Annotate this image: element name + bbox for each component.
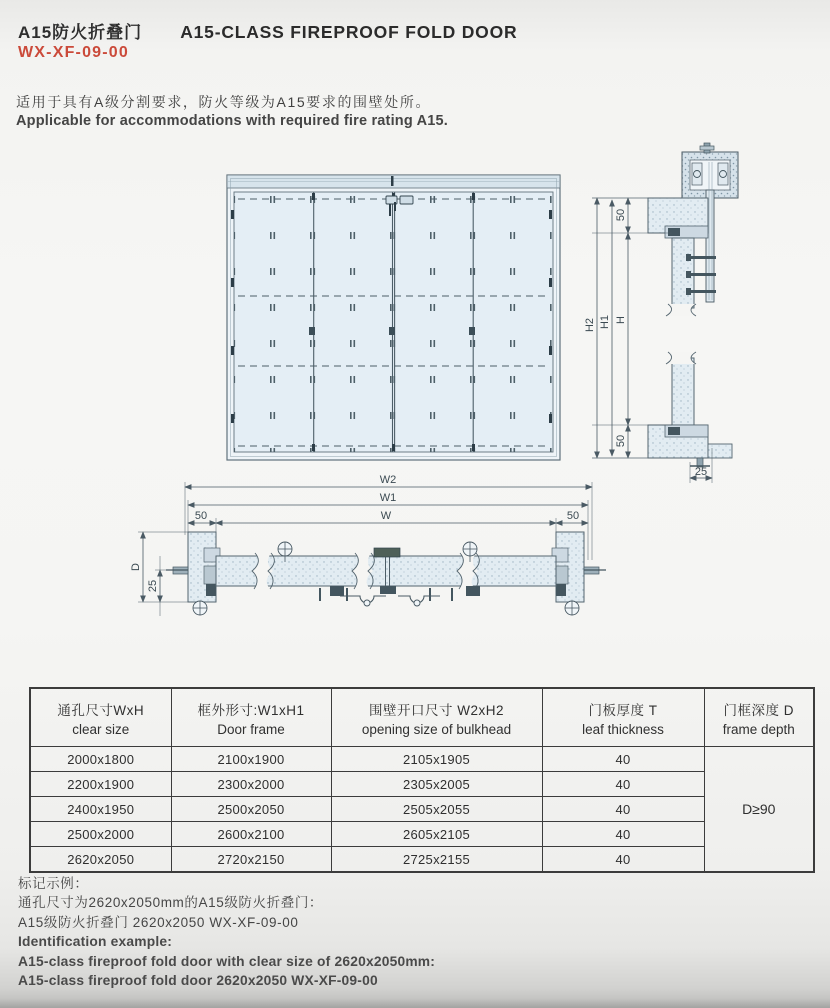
model-code: WX-XF-09-00 (18, 44, 129, 61)
example-line-en2: A15-class fireproof fold door 2620x2050 WX-XF-09-00 (18, 973, 378, 989)
example-line-cn2: A15级防火折叠门 2620x2050 WX-XF-09-00 (18, 914, 299, 930)
frame-depth-value: D≥90 (704, 747, 814, 873)
dim-label-50-right: 50 (566, 510, 580, 522)
example-title-en: Identification example: (18, 934, 173, 950)
header-door-frame: 框外形寸:W1xH1 Door frame (171, 688, 331, 747)
page-title-cn: A15防火折叠门 (18, 23, 143, 42)
header-frame-depth: 门框深度 D frame depth (704, 688, 814, 747)
dim-label-50-left: 50 (194, 510, 208, 522)
header-opening-size: 围壁开口尺寸 W2xH2 opening size of bulkhead (331, 688, 542, 747)
dim-label-h2: H2 (584, 317, 596, 333)
dim-label-d: D (130, 563, 142, 571)
dim-label-50-bottom: 50 (615, 434, 627, 448)
table-row: 2000x1800 2100x1900 2105x1905 40 D≥90 (30, 747, 814, 772)
header-leaf-thickness: 门板厚度 T leaf thickness (542, 688, 704, 747)
dim-label-w2: W2 (379, 474, 397, 486)
dim-label-50-top: 50 (615, 208, 627, 222)
vertical-section-view (584, 143, 738, 483)
dim-label-25: 25 (147, 579, 159, 593)
page-edge-shadow (0, 998, 830, 1008)
front-elevation-view (227, 175, 560, 460)
intro-text-en: Applicable for accommodations with required fire rating A15. (16, 113, 449, 129)
dim-label-25-sill: 25 (694, 466, 708, 478)
fold-hardware (320, 586, 480, 606)
page-title-en: A15-CLASS FIREPROOF FOLD DOOR (180, 22, 518, 42)
plan-section-view (130, 474, 606, 616)
example-title-cn: 标记示例： (18, 876, 89, 891)
table-row: 2200x1900 2300x2000 2305x2005 40 (30, 772, 814, 797)
dim-label-w1: W1 (379, 492, 397, 504)
dim-label-h: H (615, 316, 627, 324)
example-line-en1: A15-class fireproof fold door with clear size of 2620x2050mm: (18, 953, 436, 969)
dim-label-w: W (380, 510, 392, 522)
spec-table (29, 687, 815, 873)
table-row: 2500x2000 2600x2100 2605x2105 40 (30, 822, 814, 847)
identification-example (18, 874, 435, 990)
example-line-cn1: 通孔尺寸为2620x2050mm的A15级防火折叠门： (18, 895, 324, 911)
intro-text-cn: 适用于具有A级分割要求，防火等级为A15要求的围壁处所。 (16, 94, 432, 110)
table-row: 2400x1950 2500x2050 2505x2055 40 (30, 797, 814, 822)
table-header-row (30, 688, 814, 747)
technical-drawing (0, 140, 830, 660)
header-clear-size: 通孔尺寸WxH clear size (30, 688, 171, 747)
dim-label-h1: H1 (599, 314, 611, 330)
table-row: 2620x2050 2720x2150 2725x2155 40 (30, 847, 814, 873)
page-header (18, 18, 517, 43)
